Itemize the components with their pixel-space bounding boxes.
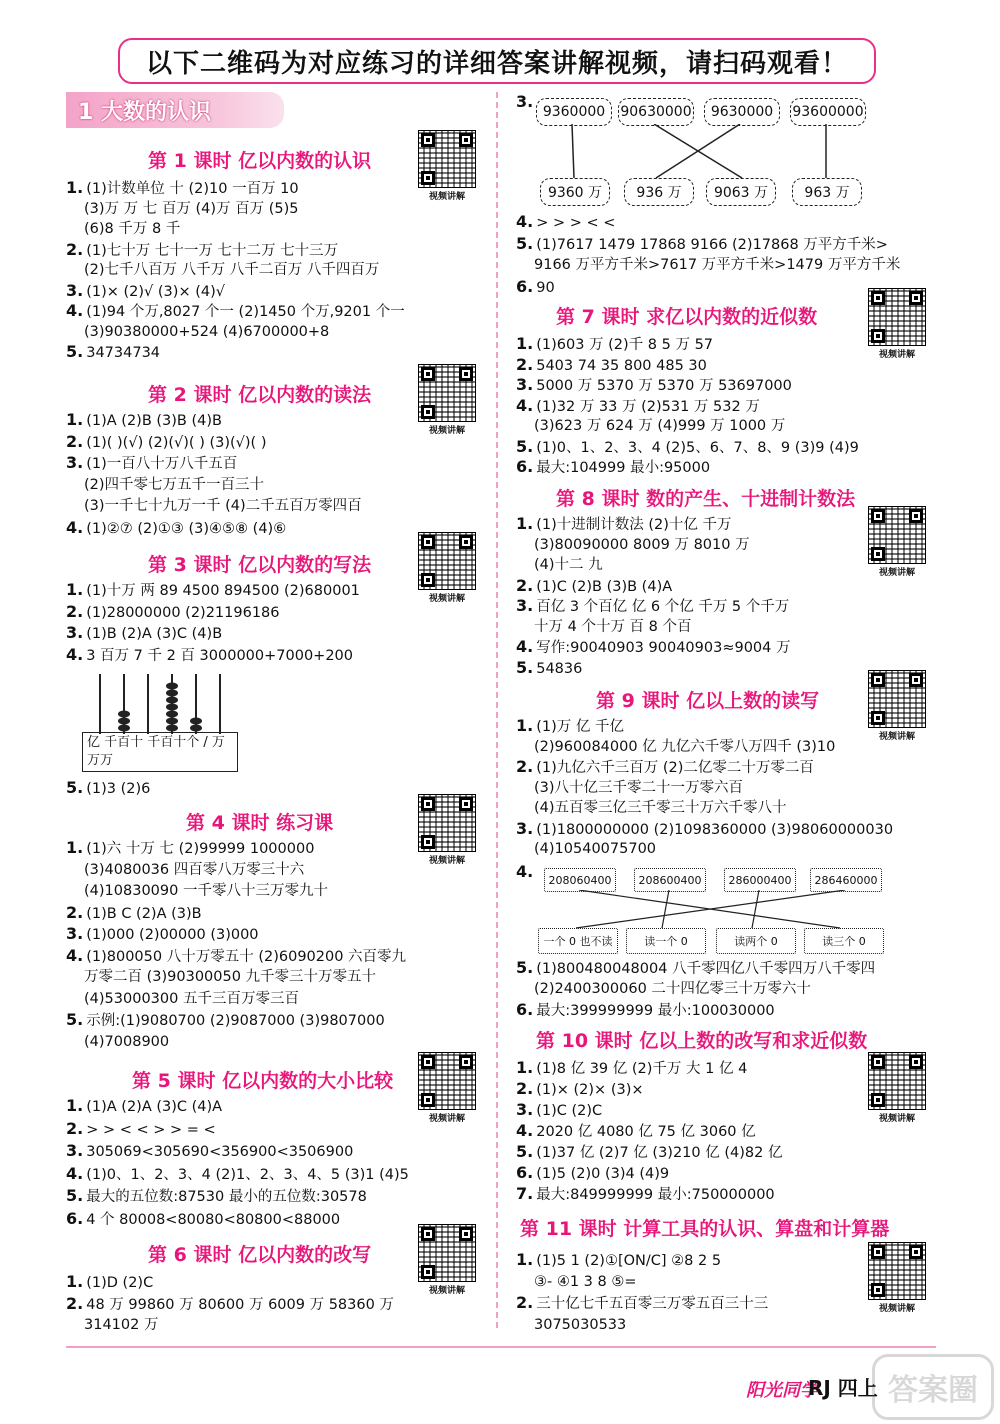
lesson-title: 第 10 课时 亿以上数的改写和求近似数 [536, 1030, 868, 1052]
lesson-title: 第 9 课时 亿以上数的读写 [596, 690, 820, 712]
answer-line: (4)53000300 五千三百万零三百 [84, 990, 299, 1007]
question-number: 2. [66, 902, 84, 922]
question-number: 2. [516, 354, 534, 374]
question-number: 2. [66, 601, 84, 621]
answer-line: 5. 34734734 [66, 342, 161, 361]
number-card: 9630000 [704, 98, 780, 126]
qr-caption: 视频讲解 [878, 1304, 915, 1314]
question-number: 6. [66, 1208, 84, 1228]
question-number: 4. [516, 395, 534, 415]
answer-line: 1. (1)5 1 (2)①[ON/C] ②8 2 5 [516, 1250, 722, 1269]
answer-line: 3. (1)C (2)C [516, 1100, 603, 1119]
answer-line: (3)万 万 七 百万 (4)万 百万 (5)5 [84, 200, 299, 217]
question-number: 5. [66, 778, 84, 797]
answer-line: 1. (1)十万 两 89 4500 894500 (2)680001 [66, 580, 360, 599]
qr-code-icon [418, 364, 476, 436]
answer-line: 2. (1)B C (2)A (3)B [66, 902, 202, 922]
qr-code-icon [418, 1052, 476, 1124]
lesson-title: 第 7 课时 求亿以内数的近似数 [556, 306, 818, 328]
question-number: 6. [516, 1000, 534, 1019]
question-number: 3. [66, 453, 84, 472]
answer-line: 5. (1)7617 1479 17868 9166 (2)17868 万平方千米> [516, 233, 888, 253]
question-number: 4. [66, 301, 84, 320]
answer-line: 4. (1)0、1、2、3、4 (2)1、2、3、4、5 (3)1 (4)5 [66, 1163, 409, 1183]
number-card: 286460000 [810, 868, 882, 892]
question-number: 3. [516, 1100, 534, 1119]
question-number: 1. [516, 1058, 534, 1077]
answer-line: 5. (1)37 亿 (2)7 亿 (3)210 亿 (4)82 亿 [516, 1142, 783, 1161]
number-card: 208060400 [544, 868, 616, 892]
question-number: 1. [66, 580, 84, 599]
question-number: 5. [66, 342, 84, 361]
answer-line: 2. 48 万 99860 万 80600 万 6009 万 58360 万 [66, 1293, 394, 1313]
question-number: 1. [66, 410, 84, 429]
answer-line: 9166 万平方千米>7617 万平方千米>1479 万平方千米 [534, 257, 901, 273]
qr-caption: 视频讲解 [428, 1286, 465, 1296]
answer-line: 3. 5000 万 5370 万 5370 万 53697000 [516, 375, 792, 394]
question-number: 5. [516, 657, 534, 677]
answer-line: 万零二百 (3)90300050 九千零三十万零五十 [84, 969, 377, 985]
answer-line: 5. 示例:(1)9080700 (2)9087000 (3)9807000 [66, 1010, 385, 1029]
question-number: 6. [516, 276, 534, 296]
answer-line: 2. (1)( )(√) (2)(√)( ) (3)(√)( ) [66, 431, 267, 451]
question-number: 4. [66, 945, 84, 965]
question-number: 3. [66, 280, 84, 300]
answer-line: 3. (1)B (2)A (3)C (4)B [66, 623, 223, 642]
answer-line: 5. (1)3 (2)6 [66, 778, 151, 797]
number-card: 9360000 [536, 98, 612, 126]
question-number: 6. [516, 1163, 534, 1182]
lesson-title: 第 3 课时 亿以内数的写法 [148, 554, 372, 576]
reading-card: 读一个 0 [626, 928, 706, 954]
grade-label: RJ 四上 [808, 1376, 878, 1400]
question-number: 5. [516, 436, 534, 456]
answer-line: 3. (1)一百八十万八千五百 [66, 453, 238, 472]
lesson-title: 第 11 课时 计算工具的认识、算盘和计算器 [520, 1218, 890, 1240]
answer-line: 4. (1)②⑦ (2)①③ (3)④⑤⑧ (4)⑥ [66, 517, 287, 537]
answer-line: 十万 4 个十万 百 8 个百 [534, 618, 692, 635]
question-number: 1. [66, 1272, 84, 1291]
answer-line: (3)4080036 四百零八万零三十六 [84, 861, 305, 878]
question-number: 2. [66, 431, 84, 451]
number-card: 93600000 [790, 98, 866, 126]
number-card: 286000400 [724, 868, 796, 892]
abacus-base: 亿 千百十 千百十个 / 万万万 [82, 732, 238, 772]
qr-caption: 视频讲解 [428, 594, 465, 604]
question-number: 3. [516, 375, 534, 394]
approx-card: 936 万 [624, 178, 694, 206]
reading-card: 读三个 0 [804, 928, 884, 954]
lesson-title: 第 6 课时 亿以内数的改写 [148, 1244, 372, 1266]
answer-line: 2. (1)C (2)B (3)B (4)A [516, 575, 673, 595]
answer-line: (3)80090000 8009 万 8010 万 [534, 536, 750, 553]
question-number: 1. [66, 1096, 84, 1115]
answer-line: 6. 最大:399999999 最小:100030000 [516, 1000, 775, 1019]
question-number: 4. [66, 517, 84, 537]
qr-caption: 视频讲解 [428, 1114, 465, 1124]
qr-caption: 视频讲解 [878, 350, 915, 360]
abacus-diagram [86, 672, 246, 734]
question-number: 4. [516, 637, 534, 656]
qr-code-icon [868, 288, 926, 360]
answer-line: 5. 54836 [516, 657, 583, 677]
question-number: 2. [66, 1118, 84, 1138]
question-number: 4. [516, 1121, 534, 1140]
question-number: 1. [516, 1250, 534, 1269]
qr-code-icon [418, 794, 476, 866]
reading-card: 一个 0 也不读 [538, 928, 618, 954]
qr-code-icon [418, 1224, 476, 1296]
answer-line: 2. (1)× (2)× (3)× [516, 1079, 644, 1098]
top-banner [118, 38, 876, 84]
question-number: 3. [66, 1141, 84, 1160]
matching-lines [536, 890, 896, 930]
approx-card: 9360 万 [540, 178, 610, 206]
question-number: 7. [516, 1184, 534, 1203]
answer-line: 2. (1)七十万 七十一万 七十二万 七十三万 [66, 239, 339, 259]
answer-line: 1. (1)D (2)C [66, 1272, 154, 1291]
answer-line: (4)7008900 [84, 1033, 170, 1050]
qr-caption: 视频讲解 [878, 1114, 915, 1124]
answer-line: 4. (1)800050 八十万零五十 (2)6090200 六百零九 [66, 945, 407, 965]
qr-caption: 视频讲解 [878, 732, 915, 742]
question-number: 2. [516, 1293, 534, 1312]
question-number: 1. [66, 838, 84, 857]
answer-line [516, 862, 536, 883]
qr-code-icon [868, 1242, 926, 1314]
answer-line: 4. 2020 亿 4080 亿 75 亿 3060 亿 [516, 1121, 756, 1140]
qr-caption: 视频讲解 [428, 426, 465, 436]
answer-line: 3. (1)1800000000 (2)1098360000 (3)98060000030 [516, 818, 894, 838]
question-number: 1. [516, 716, 534, 735]
answer-line: (4)10540075700 [534, 841, 657, 857]
answer-line: (2)七千八百万 八千万 八千二百万 八千四百万 [84, 262, 380, 278]
answer-line: 2. (1)28000000 (2)21196186 [66, 601, 280, 621]
footer-rule [66, 1346, 936, 1348]
question-number: 2. [516, 1079, 534, 1098]
qr-code-icon [868, 506, 926, 578]
answer-line: (2)2400300060 二十四亿零三十万零六十 [534, 981, 811, 997]
answer-line: ③- ④1 3 8 ⑤= [534, 1273, 637, 1290]
answer-line: 4. > > > < < [516, 212, 616, 231]
question-number: 4. [516, 212, 534, 231]
question-number: 3. [516, 92, 534, 111]
answer-line: 3. (1)000 (2)00000 (3)000 [66, 924, 259, 943]
answer-line: (3)八十亿三千零二十一万零六百 [534, 779, 744, 796]
answer-line: 7. 最大:849999999 最小:750000000 [516, 1184, 775, 1203]
lesson-title: 第 5 课时 亿以内数的大小比较 [132, 1070, 394, 1092]
answer-line: 1. (1)计数单位 十 (2)10 一百万 10 [66, 178, 299, 197]
answer-line: 4. (1)32 万 33 万 (2)531 万 532 万 [516, 395, 760, 415]
answer-line: (3)一千七十九万一千 (4)二千五百万零四百 [84, 498, 362, 514]
answer-line [516, 92, 536, 113]
answer-line: 5. (1)800480048004 八千零四亿八千零四万八千零四 [516, 958, 876, 977]
question-number: 2. [516, 757, 534, 776]
answer-line: 1. (1)六 十万 七 (2)99999 1000000 [66, 838, 315, 857]
question-number: 5. [516, 958, 534, 977]
number-card: 208600400 [634, 868, 706, 892]
qr-code-icon [868, 670, 926, 742]
question-number: 1. [516, 334, 534, 353]
approx-card: 9063 万 [706, 178, 776, 206]
lesson-title: 第 2 课时 亿以内数的读法 [148, 384, 372, 406]
answer-line: 3075030533 [534, 1316, 627, 1333]
answer-line: 3. (1)× (2)√ (3)× (4)√ [66, 280, 225, 300]
qr-caption: 视频讲解 [428, 856, 465, 866]
banner-text: 以下二维码为对应练习的详细答案讲解视频，请扫码观看！ [145, 48, 848, 79]
number-card: 90630000 [618, 98, 694, 126]
matching-lines [536, 124, 896, 180]
answer-line: 3. 305069<305690<356900<3506900 [66, 1141, 354, 1160]
qr-code-icon [868, 1052, 926, 1124]
qr-code-icon [418, 130, 476, 202]
chapter-tab [66, 92, 284, 128]
question-number: 4. [66, 644, 84, 664]
watermark-stamp: 答案圈 [872, 1354, 994, 1420]
question-number: 3. [516, 596, 534, 615]
answer-line: 2. 三十亿七千五百零三万零五百三十三 [516, 1293, 769, 1312]
column-divider [496, 92, 498, 1328]
qr-caption: 视频讲解 [428, 192, 465, 202]
question-number: 3. [66, 623, 84, 642]
lesson-title: 第 1 课时 亿以内数的认识 [148, 150, 372, 172]
qr-code-icon [418, 532, 476, 604]
answer-line: 1. (1)603 万 (2)千 8 5 万 57 [516, 334, 714, 353]
answer-line: 2. > > < < > > = < [66, 1118, 216, 1138]
question-number: 6. [516, 457, 534, 476]
reading-card: 读两个 0 [716, 928, 796, 954]
answer-line: 6. 90 [516, 276, 555, 296]
answer-line: 314102 万 [84, 1317, 159, 1333]
question-number: 2. [66, 239, 84, 259]
answer-line: (2)四千零七万五千一百三十 [84, 476, 265, 493]
answer-line: (2)960084000 亿 九亿六千零八万四千 (3)10 [534, 738, 836, 755]
chapter-title: 1 大数的认识 [78, 99, 211, 125]
answer-line: 6. 最大:104999 最小:95000 [516, 457, 711, 476]
answer-line: 1. (1)8 亿 39 亿 (2)千万 大 1 亿 4 [516, 1058, 748, 1077]
answer-line: (3)623 万 624 万 (4)999 万 1000 万 [534, 418, 786, 434]
question-number: 5. [66, 1010, 84, 1029]
question-number: 3. [516, 818, 534, 838]
question-number: 4. [516, 862, 534, 881]
answer-line: 4. (1)94 个万,8027 个一 (2)1450 个万,9201 个一 [66, 301, 405, 320]
question-number: 5. [516, 1142, 534, 1161]
answer-line: 3. 百亿 3 个百亿 亿 6 个亿 千万 5 个千万 [516, 596, 790, 615]
lesson-title: 第 8 课时 数的产生、十进制计数法 [556, 488, 856, 510]
question-number: 3. [66, 924, 84, 943]
question-number: 5. [66, 1186, 84, 1205]
answer-line: 4. 写作:90040903 90040903≈9004 万 [516, 637, 791, 656]
brand-logo: 阳光同学 [746, 1380, 818, 1401]
answer-line: (6)8 千万 8 千 [84, 221, 181, 237]
question-number: 5. [516, 233, 534, 253]
question-number: 2. [66, 1293, 84, 1313]
answer-line: 5. 最大的五位数:87530 最小的五位数:30578 [66, 1186, 367, 1205]
answer-line: 5. (1)0、1、2、3、4 (2)5、6、7、8、9 (3)9 (4)9 [516, 436, 859, 456]
approx-card: 963 万 [792, 178, 862, 206]
answer-line: 1. (1)万 亿 千亿 [516, 716, 624, 735]
question-number: 1. [516, 514, 534, 533]
answer-line: 2. 5403 74 35 800 485 30 [516, 354, 707, 374]
lesson-title: 第 4 课时 练习课 [186, 812, 334, 834]
answer-line: (3)90380000+524 (4)6700000+8 [84, 323, 330, 340]
question-number: 4. [66, 1163, 84, 1183]
answer-line: 4. 3 百万 7 千 2 百 3000000+7000+200 [66, 644, 354, 664]
answer-line: 2. (1)九亿六千三百万 (2)二亿零二十万零二百 [516, 757, 814, 776]
answer-line: (4)十二 九 [534, 557, 603, 573]
answer-line: 6. 4 个 80008<80080<80800<88000 [66, 1208, 341, 1228]
qr-caption: 视频讲解 [878, 568, 915, 578]
question-number: 1. [66, 178, 84, 197]
answer-line: 1. (1)A (2)A (3)C (4)A [66, 1096, 223, 1115]
answer-line: 1. (1)A (2)B (3)B (4)B [66, 410, 222, 429]
answer-line: 1. (1)十进制计数法 (2)十亿 千万 [516, 514, 732, 533]
answer-line: (4)10830090 一千零八十三万零九十 [84, 883, 328, 899]
question-number: 2. [516, 575, 534, 595]
answer-line: (4)五百零三亿三千零三十万六千零八十 [534, 800, 787, 816]
answer-line: 6. (1)5 (2)0 (3)4 (4)9 [516, 1163, 670, 1182]
